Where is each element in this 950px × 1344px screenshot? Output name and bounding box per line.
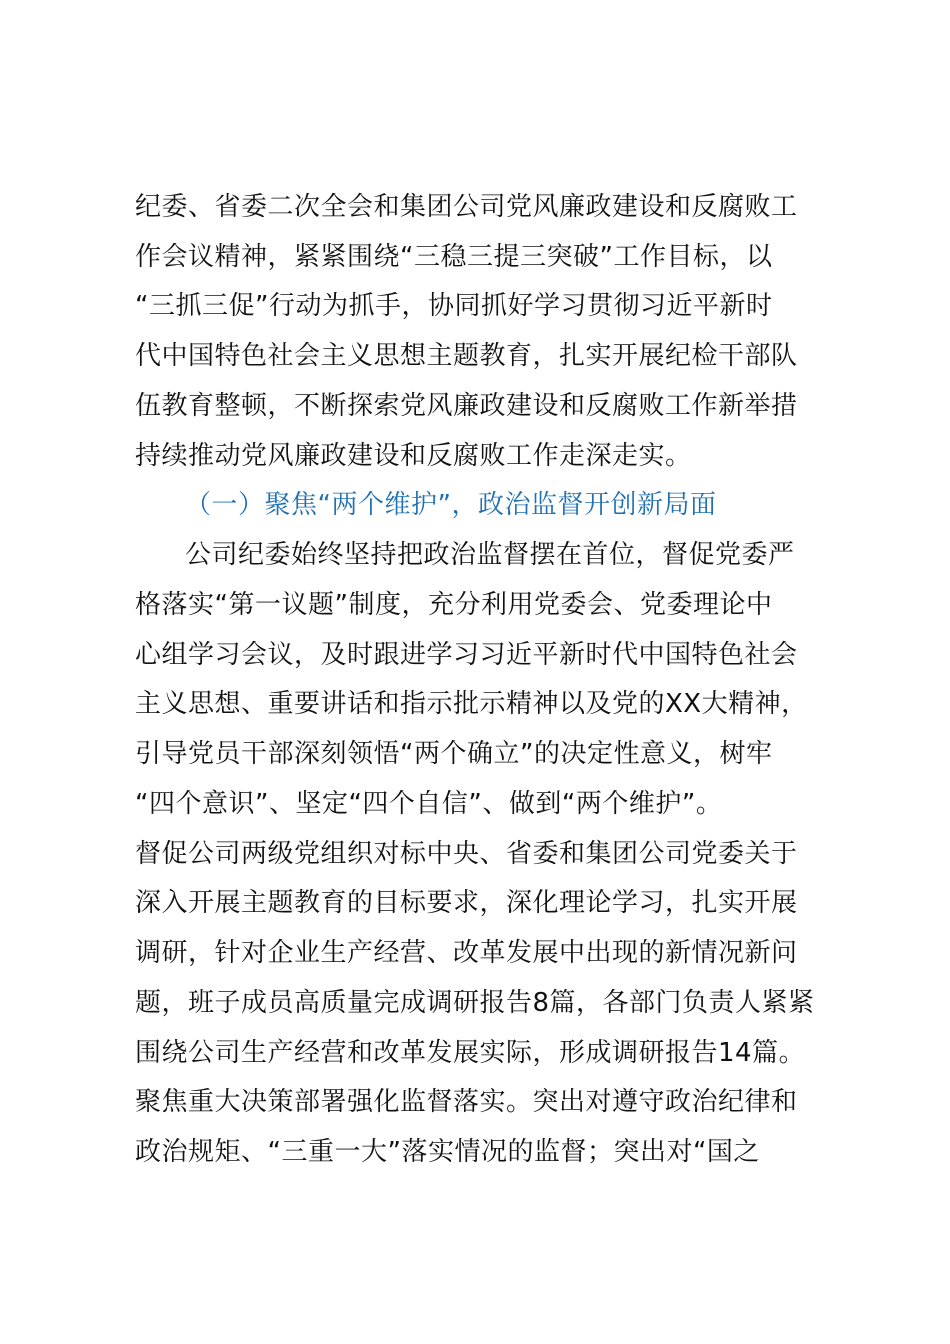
body-line-4: 主义思想、重要讲话和指示批示精神以及党的XX大精神，: [135, 689, 808, 719]
body-line-5: 引导党员干部深刻领悟“两个确立”的决定性意义，树牢: [135, 739, 773, 769]
intro-line-2: 作会议精神，紧紧围绕“三稳三提三突破”工作目标，以: [135, 242, 773, 272]
body-line-6: “四个意识”、坚定“四个自信”、做到“两个维护”。: [135, 789, 723, 819]
section-heading: （一）聚焦“两个维护”，政治监督开创新局面: [185, 490, 717, 520]
body-line-3: 心组学习会议，及时跟进学习习近平新时代中国特色社会: [135, 640, 798, 670]
body-line-1: 公司纪委始终坚持把政治监督摆在首位，督促党委严: [185, 540, 795, 570]
intro-line-3: “三抓三促”行动为抓手，协同抓好学习贯彻习近平新时: [135, 291, 773, 321]
body-line-12: 聚焦重大决策部署强化监督落实。突出对遵守政治纪律和: [135, 1087, 798, 1117]
body-line-7: 督促公司两级党组织对标中央、省委和集团公司党委关于: [135, 839, 798, 869]
body-line-8: 深入开展主题教育的目标要求，深化理论学习，扎实开展: [135, 888, 798, 918]
intro-line-5: 伍教育整顿，不断探索党风廉政建设和反腐败工作新举措: [135, 391, 798, 421]
intro-line-1: 纪委、省委二次全会和集团公司党风廉政建设和反腐败工: [135, 192, 798, 222]
intro-line-4: 代中国特色社会主义思想主题教育，扎实开展纪检干部队: [135, 341, 798, 371]
body-line-9: 调研，针对企业生产经营、改革发展中出现的新情况新问: [135, 938, 798, 968]
body-line-2: 格落实“第一议题”制度，充分利用党委会、党委理论中: [135, 590, 773, 620]
intro-line-6: 持续推动党风廉政建设和反腐败工作走深走实。: [135, 441, 692, 471]
body-line-11: 围绕公司生产经营和改革发展实际，形成调研报告14篇。: [135, 1038, 806, 1068]
body-line-10: 题，班子成员高质量完成调研报告8篇，各部门负责人紧紧: [135, 988, 815, 1018]
body-line-13: 政治规矩、“三重一大”落实情况的监督；突出对“国之: [135, 1137, 760, 1167]
